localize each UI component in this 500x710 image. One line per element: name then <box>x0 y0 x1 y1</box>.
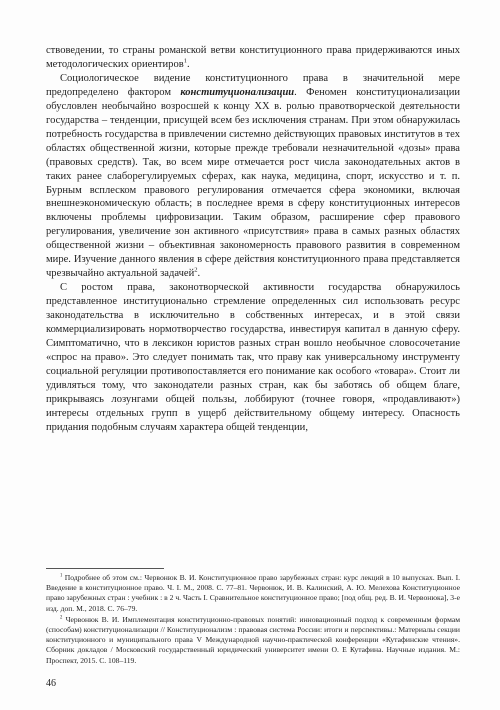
footnote-ref-1: 1 <box>183 57 187 65</box>
page-number: 46 <box>46 678 56 689</box>
main-text <box>46 44 460 435</box>
emphasized-term: конституционализации <box>180 86 295 98</box>
footnote-2 <box>46 615 460 666</box>
paragraph-2-end: . <box>197 268 201 280</box>
footnote-1-marker: 1 <box>60 573 63 579</box>
paragraph-1-text: ствоведении, то страны романской ветви конституционного права придерживаются иных методологических ориентиров <box>46 45 460 70</box>
footnotes <box>46 573 460 667</box>
footnote-ref-2: 2 <box>194 266 198 274</box>
paragraph-2-rest: . Феномен конституционализации обусловлен необычайно возросшей к концу XX в. ролью правотворческой деятельности государства – тенденции, присущей всем без исключения странам. При этом обнаружилась потребность государства в привлечении системно действующих правовых институтов в тех областях общественной жизни, которые прежде требовали незначительной «дозы» права (правовых средств). Так, во всем мире отмечается рост числа законодательных актов в таких ранее слаборегулируемых сферах, как наука, медицина, спорт, искусство и т. п. Бурным всплеском правового регулирования отмечается сфера экономики, включая внешнеэкономическую область; в последнее время в сферу конституционных интересов включены проблемы цифровизации. Таким образом, расширение сфер правового регулирования, увеличение зон активного «присутствия» права в самых разных областях общественной жизни – объективная закономерность правового развития в современном мире. Изучение данного явления в сфере действия конституционного права представляется чрезвычайно актуальной задачей <box>46 86 460 280</box>
paragraph-1 <box>46 44 460 72</box>
paragraph-3-text: С ростом права, законотворческой активности государства обнаружилось представленное институционально стремление определенных сил использовать ресурс законодательства в исключительно в собственных интересах, и в этой связи коммерциализировать нормотворчество государства, инвестируя капитал в данную сферу. Симптоматично, что в лексикон юристов разных стран вошло необычное словосочетание «спрос на право». Это следует понимать так, что праву как универсальному инструменту социальной регуляции противопоставляется его понимание как особого «товара». Стоит ли удивляться тому, что законодатели разных стран, как бы заботясь об общем благе, прикрываясь лозунгами общей пользы, лоббируют (точнее говоря, «продавливают») интересы отдельных групп в ущерб действительному общему интересу. Опасность придания подобным случаям характера общей тенденции, <box>46 282 460 433</box>
footnote-2-text: Червонюк В. И. Имплементация конституционно-правовых понятий: инновационный подход к современным формам (способам) конституционализации // Конституционализм : правовая система России: итоги и перспективы.: Материалы секции конституционного и муниципального права V Международной научно-практической конференции «Кутафинские чтения». Сборник докладов / Московский государственный юридический университет имени О. Е Кутафина. Научные издания. М.: Проспект, 2015. С. 108–119. <box>46 614 461 665</box>
paragraph-3 <box>46 281 460 434</box>
paragraph-2-start: Социологическое видение конституционного права в значительной мере предопределено фактором <box>46 72 460 98</box>
footnote-2-marker: 2 <box>60 615 63 621</box>
footnote-1-text: Подробнее об этом см.: Червонюк В. И. Конституционное право зарубежных стран: курс лекций в 10 выпусках. Вып. I. Введение в конституционное право. Ч. I. М., 2008. С. 77–81. Червонюк, И. В. Калинский, А. Ю. Мелехова Конституционное право зарубежных стран : учебник : в 2 ч. Часть I. Сравнительное конституционное право; [под общ. ред. В. И. Червонюка], 3-е изд. доп. М., 2018. С. 76–79. <box>46 573 460 613</box>
footnote-1 <box>46 573 460 614</box>
paragraph-1-end: . <box>186 58 190 70</box>
footnote-divider <box>46 568 164 569</box>
paragraph-2 <box>46 72 460 281</box>
